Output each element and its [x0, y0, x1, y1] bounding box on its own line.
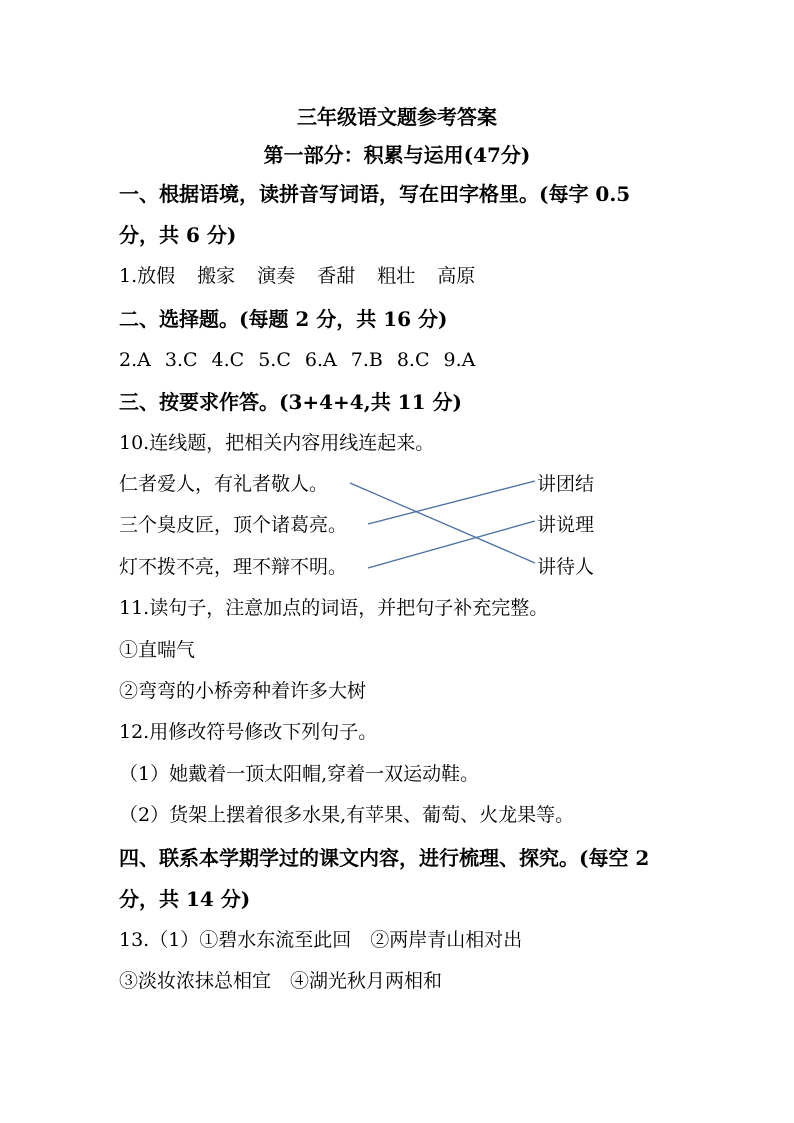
answer-word: 放假 [137, 265, 176, 287]
match-left-3: 灯不拨不亮，理不辩不明。 [119, 556, 348, 578]
answer-13-line1: 13.（1）①碧水东流至此回 ②两岸青山相对出 [119, 929, 523, 951]
answer-word: 高原 [437, 265, 476, 287]
answer-word: 搬家 [197, 265, 236, 287]
question-number: 1. [119, 265, 138, 287]
question-10: 10.连线题，把相关内容用线连起来。 [119, 432, 435, 454]
mc-answer: 6.A [304, 349, 337, 371]
answer-word: 粗壮 [377, 265, 416, 287]
match-right-1: 讲团结 [537, 473, 595, 495]
mc-answer: 7.B [350, 349, 383, 371]
answer-11a: ①直喘气 [119, 639, 196, 661]
question-11: 11.读句子，注意加点的词语，并把句子补充完整。 [119, 597, 549, 619]
mc-answer: 5.C [258, 349, 291, 371]
mc-answer: 3.C [164, 349, 198, 371]
section4-heading-cont: 分，共 14 分) [119, 887, 251, 911]
answer-word: 演奏 [257, 265, 296, 287]
match-right-2: 讲说理 [537, 514, 595, 536]
answer-12-1: （1）她戴着一顶太阳帽,穿着一双运动鞋。 [119, 763, 480, 785]
match-right-3: 讲待人 [537, 556, 595, 578]
mc-answer: 4.C [211, 349, 245, 371]
answer-word: 香甜 [317, 265, 356, 287]
match-line-3 [368, 521, 535, 568]
section3-heading: 三、按要求作答。(3+4+4,共 11 分) [119, 390, 462, 414]
mc-answer: 8.C [396, 349, 430, 371]
section4-heading: 四、联系本学期学过的课文内容，进行梳理、探究。(每空 2 [119, 846, 650, 870]
section1-heading: 一、根据语境，读拼音写词语，写在田字格里。(每字 0.5 [119, 182, 631, 206]
document-title: 三年级语文题参考答案 [297, 105, 497, 129]
match-line-2 [368, 481, 535, 524]
section2-heading: 二、选择题。(每题 2 分，共 16 分) [119, 307, 448, 331]
mc-answer: 2.A [119, 349, 151, 371]
section1-heading-cont: 分，共 6 分) [119, 223, 237, 247]
question-12: 12.用修改符号修改下列句子。 [119, 721, 378, 743]
match-line-1 [350, 483, 535, 563]
match-left-1: 仁者爱人，有礼者敬人。 [119, 473, 329, 495]
mc-answer: 9.A [443, 349, 476, 371]
answer-12-2: （2）货架上摆着很多水果,有苹果、葡萄、火龙果等。 [119, 804, 575, 826]
match-left-2: 三个臭皮匠，顶个诸葛亮。 [119, 514, 348, 536]
part-heading: 第一部分：积累与运用(47分) [263, 143, 531, 167]
answer-13-line2: ③淡妆浓抹总相宜 ④湖光秋月两相和 [119, 970, 443, 992]
answer-11b: ②弯弯的小桥旁种着许多大树 [119, 680, 367, 702]
